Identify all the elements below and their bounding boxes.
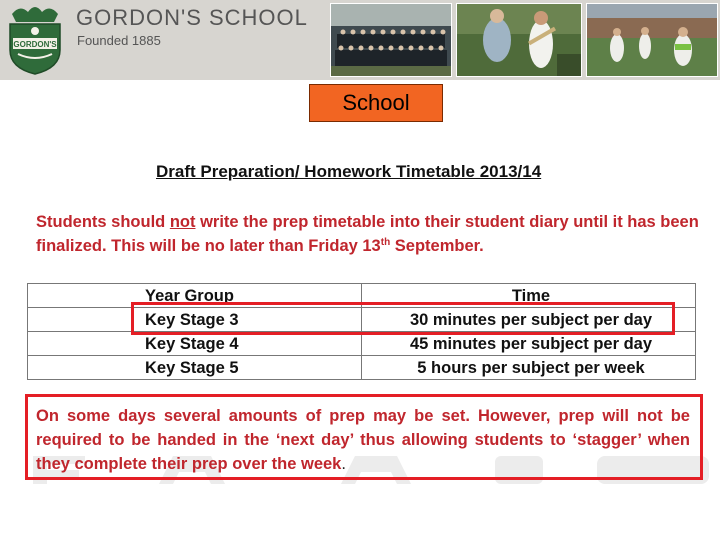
table-row — [28, 332, 696, 356]
team-photo — [330, 3, 452, 77]
school-crest-logo — [4, 2, 66, 76]
cricket-photo — [456, 3, 582, 77]
founded-year: Founded 1885 — [77, 33, 161, 48]
notice-main: On some days several amounts of prep may be set. However, prep will not be required to be handed in the ‘next day’ thus allowing students to ‘stagger’ when they complete their prep over the week — [36, 407, 690, 473]
header-banner — [0, 0, 720, 80]
row-time: 30 minutes per subject per day — [362, 308, 696, 332]
school-name: GORDON'S SCHOOL — [76, 5, 308, 30]
row-year-group: Key Stage 4 — [28, 332, 362, 356]
key-stage-3-highlight-box — [131, 302, 675, 335]
table-row — [28, 356, 696, 380]
warning-part-3: September. — [390, 237, 484, 255]
notice-tail: . — [341, 455, 346, 473]
prep-notice-text — [36, 404, 690, 476]
row-year-group: Key Stage 3 — [28, 308, 362, 332]
warning-emphasis: not — [169, 213, 196, 231]
row-time: 5 hours per subject per week — [362, 356, 696, 380]
warning-part-2: write the prep timetable into their student diary until it has been finalized. This will be no later than Friday 13 — [36, 213, 699, 255]
row-time: 45 minutes per subject per day — [362, 332, 696, 356]
header-time: Time — [362, 284, 696, 308]
warning-superscript: th — [380, 237, 391, 248]
row-year-group: Key Stage 5 — [28, 356, 362, 380]
diary-warning-text — [36, 210, 706, 258]
warning-part-1: Students should — [36, 213, 170, 231]
header-year-group: Year Group — [28, 284, 362, 308]
athletics-photo — [586, 3, 718, 77]
document-title: Draft Preparation/ Homework Timetable 2013/14 — [156, 162, 542, 181]
svg-text:GORDON'S: GORDON'S — [13, 40, 57, 49]
school-label-box: School — [309, 84, 443, 122]
